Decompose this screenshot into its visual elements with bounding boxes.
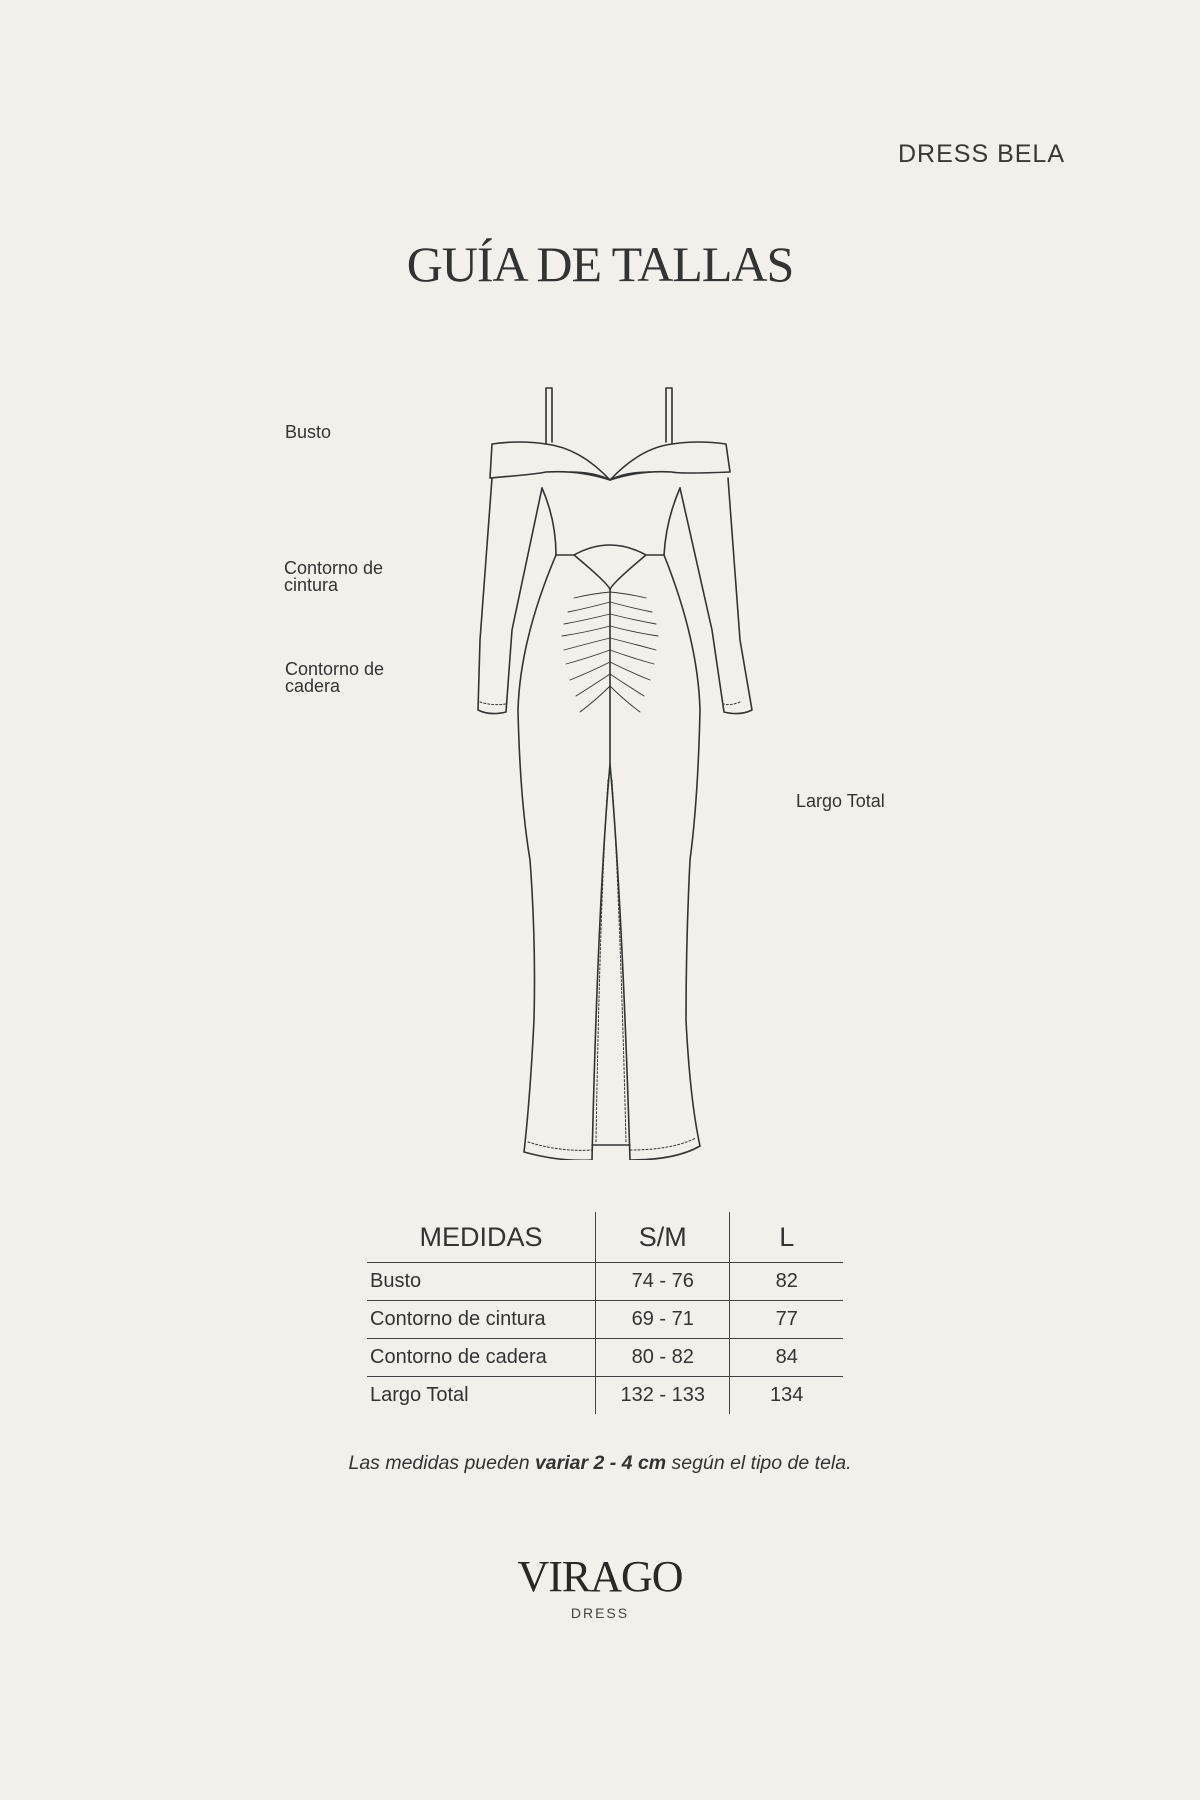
note-text-2: según el tipo de tela. xyxy=(666,1452,852,1474)
label-cintura-line1: Contorno de xyxy=(284,558,384,578)
slit-stitch xyxy=(596,780,626,1142)
brand-name: VIRAGO xyxy=(517,1552,683,1601)
row-value-l: 82 xyxy=(730,1263,843,1301)
table-row xyxy=(367,1339,843,1377)
brand-subtitle: DRESS xyxy=(570,1605,630,1621)
row-value-l: 134 xyxy=(730,1377,843,1415)
waist-cutout xyxy=(556,545,664,590)
right-strap xyxy=(666,388,672,444)
slit xyxy=(592,764,630,1160)
row-value-sm: 132 - 133 xyxy=(596,1377,730,1415)
row-label: Contorno de cadera xyxy=(367,1339,596,1377)
label-busto: Busto xyxy=(285,422,332,442)
bodice-left xyxy=(542,488,556,555)
left-cuff xyxy=(480,702,506,705)
brand-logo xyxy=(0,1552,1200,1621)
label-cadera-line2: cadera xyxy=(285,676,341,696)
neckline xyxy=(570,472,650,480)
shoulder-band xyxy=(490,442,730,480)
note-text-1: Las medidas pueden xyxy=(348,1452,535,1474)
row-value-sm: 74 - 76 xyxy=(596,1263,730,1301)
label-largo: Largo Total xyxy=(796,791,885,811)
label-cintura-line2: cintura xyxy=(284,575,339,595)
hem-stitch xyxy=(528,1138,696,1150)
size-table xyxy=(367,1212,843,1414)
measurement-note xyxy=(0,1452,1200,1475)
table-row xyxy=(367,1377,843,1415)
row-label: Largo Total xyxy=(367,1377,596,1415)
table-row xyxy=(367,1263,843,1301)
size-table-header xyxy=(367,1212,843,1263)
table-row xyxy=(367,1301,843,1339)
header-l: L xyxy=(730,1212,843,1263)
row-label: Busto xyxy=(367,1263,596,1301)
label-cadera-line1: Contorno de xyxy=(285,659,385,679)
bodice-right xyxy=(664,488,680,555)
header-medidas: MEDIDAS xyxy=(419,1221,543,1252)
row-value-l: 77 xyxy=(730,1301,843,1339)
header-sm: S/M xyxy=(596,1212,730,1263)
left-strap xyxy=(546,388,552,444)
page-title: GUÍA DE TALLAS xyxy=(406,236,794,292)
row-value-sm: 80 - 82 xyxy=(596,1339,730,1377)
product-name: DRESS BELA xyxy=(897,140,1065,168)
row-value-l: 84 xyxy=(730,1339,843,1377)
right-cuff xyxy=(724,702,740,705)
label-cadera xyxy=(285,661,384,695)
dress-sketch xyxy=(450,380,770,1160)
row-label: Contorno de cintura xyxy=(367,1301,596,1339)
label-cintura xyxy=(284,560,383,594)
note-text-bold: variar 2 - 4 cm xyxy=(534,1452,667,1474)
left-sleeve xyxy=(478,478,542,714)
row-value-sm: 69 - 71 xyxy=(596,1301,730,1339)
right-sleeve xyxy=(680,478,752,714)
